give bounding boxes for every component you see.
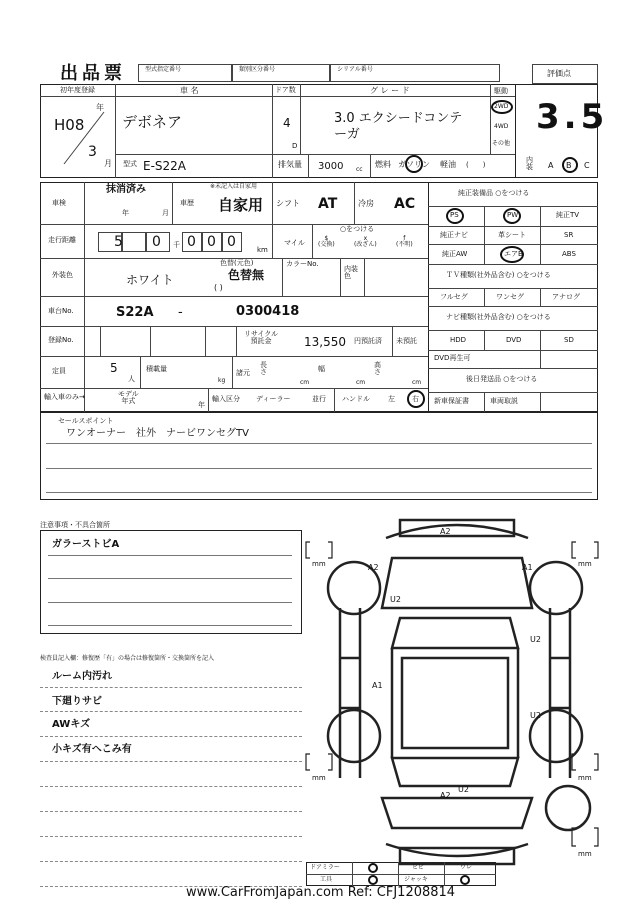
right-label: 右 [412, 395, 419, 403]
drive-other: その他 [492, 140, 511, 147]
navi-type-hdd: HDD [450, 336, 467, 344]
mark-u2-hood: U2 [390, 595, 401, 604]
mark-a2-front: A2 [440, 527, 451, 536]
type-cert-label: 型式指定番号 [145, 66, 182, 73]
mileage-digit: 0 [207, 234, 216, 250]
doors-suffix: D [292, 142, 298, 150]
recycle-value: 13,550 [304, 335, 346, 349]
mileage-digit: 0 [227, 234, 236, 250]
dims-height: 高さ [374, 361, 381, 376]
mm-label: mm [578, 850, 592, 858]
inspector-line: AWキズ [52, 719, 91, 730]
odo-option-unknown: f (不明) [396, 235, 413, 248]
interior-grade-circle [562, 157, 578, 173]
mark-a2-left: A2 [368, 563, 379, 572]
serial-label: シリアル番号 [337, 66, 373, 73]
navi-type-sd: SD [564, 336, 574, 344]
first-reg-label: 初年度登録 [60, 86, 95, 94]
left-label: 左 [388, 395, 395, 403]
fuel-gasoline: ガソリン [398, 160, 430, 169]
equip-ps-circle [446, 208, 464, 224]
mileage-thousand: 千 [173, 241, 180, 249]
interior-color-label: 内装色 [344, 265, 358, 280]
dims-height-unit: cm [412, 379, 422, 386]
chassis-prefix: S22A [116, 305, 154, 320]
mm-label: mm [312, 774, 326, 782]
equip-abs: ABS [562, 250, 576, 258]
inspection-label: 車検 [52, 199, 66, 207]
first-reg-era: H08 [54, 116, 85, 134]
legend-jack-circle [460, 875, 470, 885]
parallel-label: 並行 [312, 395, 326, 403]
sales-point-block [40, 412, 598, 500]
legend-crack: ヒビ [412, 864, 425, 871]
right-handle-circle [407, 390, 425, 408]
inspection-month: 月 [162, 209, 169, 217]
displacement-label: 排気量 [278, 160, 302, 169]
name-label: 車 名 [180, 86, 199, 95]
mile-label: マイル [284, 239, 305, 247]
usage-note: ※未記入は自家用 [210, 183, 258, 190]
mark-u2-right: U2 [530, 635, 541, 644]
fuel-label: 燃料 [375, 160, 391, 169]
grade-label: グ レ ー ド [370, 86, 410, 95]
ac-label: 冷房 [358, 199, 374, 208]
year-suffix: 年 [96, 103, 104, 112]
load-unit: kg [218, 377, 226, 384]
fuel-gasoline-circle [405, 155, 423, 173]
capacity-value: 5 [110, 361, 118, 375]
mm-label: mm [578, 560, 592, 568]
mileage-unit: km [257, 246, 268, 254]
caution-text: ガラーストビA [52, 539, 120, 550]
mm-label: mm [312, 560, 326, 568]
fuel-paren: ( ) [466, 161, 486, 169]
legend-tool: 工具 [320, 876, 333, 883]
odo-option-tampered: x (改ざん) [354, 235, 377, 248]
inspector-line: 下廻りサビ [52, 696, 102, 707]
model-label: 型式 [123, 160, 137, 168]
dims-label: 諸元 [236, 369, 250, 377]
date-slash [60, 110, 108, 166]
import-year-suffix: 年 [198, 401, 205, 409]
handle-label: ハンドル [342, 395, 370, 403]
interior-grade-a: A [548, 161, 554, 170]
after-manual: 車両取説 [490, 397, 518, 405]
equip-ps: PS [450, 211, 459, 219]
doors-label: ドア数 [275, 86, 296, 94]
shift-label: シフト [276, 199, 300, 208]
inspector-line: 小キズ有へこみ有 [52, 744, 132, 755]
doors-value: 4 [283, 116, 291, 130]
color-no-label: カラーNo. [286, 260, 319, 268]
capacity-unit: 人 [128, 375, 135, 383]
equip-leather: 革シート [498, 231, 526, 239]
dealer-label: ディーラー [256, 395, 291, 403]
navi-type-title: ナビ種類(社外品含む) ○をつける [446, 313, 551, 321]
tv-type-oneseg: ワンセグ [496, 293, 524, 301]
repaint-value: 色替無 [228, 268, 265, 282]
exterior-value: ホワイト [126, 273, 174, 287]
inspection-year: 年 [122, 209, 129, 217]
fuel-diesel: 軽油 [440, 160, 456, 169]
drive-4wd: 4WD [494, 123, 509, 130]
odo-option-exchange: $ (交換) [318, 235, 335, 248]
model-year-label: モデル 年式 [118, 390, 139, 405]
mileage-digit: 0 [187, 234, 196, 250]
displacement-unit: cc [356, 166, 363, 173]
dvd-playback: DVD再生可 [434, 354, 471, 362]
dims-width-unit: cm [356, 379, 366, 386]
page-title: 出品票 [60, 63, 126, 84]
dims-length: 長さ [260, 361, 267, 376]
equip-airbag: エアB [504, 250, 523, 258]
inspection-value: 抹消済み [106, 184, 146, 195]
month-value: 3 [88, 144, 97, 160]
inspector-label: 検査員記入欄：修復歴「有」の場合は修復箇所・交換箇所を記入 [40, 655, 215, 662]
equip-airbag-circle [500, 246, 524, 263]
legend-jack: ジャッキ [404, 876, 428, 883]
sales-point-label: セールスポイント [58, 417, 114, 425]
footer-watermark: www.CarFromJapan.com Ref: CFJ1208814 [186, 885, 456, 900]
equip-sr: SR [564, 231, 574, 239]
chassis-label: 車台No. [48, 307, 74, 315]
mark-a2-rear: A2 [440, 791, 451, 800]
mileage-digits [98, 232, 248, 252]
interior-label: 内装 [526, 156, 533, 171]
import-type-label: 輸入区分 [212, 395, 240, 403]
sales-point-text: ワンオーナー 社外 ナービワンセグTV [66, 428, 249, 439]
car-damage-diagram [300, 508, 600, 878]
category-label: 類別区分番号 [239, 66, 276, 73]
equip-navi: 純正ナビ [440, 231, 468, 239]
grade-line2: ーガ [334, 127, 360, 142]
inspector-line: ルーム内汚れ [52, 671, 112, 682]
tv-type-analog: アナログ [552, 293, 580, 301]
drive-2wd: 2WD [494, 103, 509, 110]
equip-aw: 純正AW [442, 250, 468, 258]
after-title: 後日発送品 ○をつける [466, 375, 538, 383]
tv-type-title: ＴＶ種類(社外品含む) ○をつける [446, 271, 551, 279]
legend-tool-circle [368, 875, 378, 885]
mark-a1-right: A1 [522, 563, 533, 572]
ac-value: AC [394, 196, 416, 212]
interior-grade-b: B [566, 161, 572, 170]
dims-length-unit: cm [300, 379, 310, 386]
repaint-paren: ( ) [214, 283, 223, 292]
recycle-unit: 円預託済 [354, 337, 382, 345]
reg-label: 登録No. [48, 336, 74, 344]
recycle-unpaid: 未預託 [396, 337, 417, 345]
mm-label: mm [578, 774, 592, 782]
month-suffix: 月 [104, 159, 112, 168]
load-label: 積載量 [146, 365, 167, 373]
name-value: デボネア [122, 113, 183, 131]
repaint-label: 色替(元色) [220, 259, 254, 267]
shift-value: AT [318, 196, 338, 212]
displacement-value: 3000 [318, 161, 344, 172]
dims-width: 幅 [318, 365, 325, 373]
equip-pw-circle [503, 208, 521, 224]
chassis-number: 0300418 [236, 304, 300, 319]
odo-note: ○をつける [340, 225, 375, 233]
equip-pw: PW [507, 211, 519, 219]
legend-door-mirror: ドアミラー [310, 864, 340, 871]
usage-label: 車歴 [180, 199, 194, 207]
after-warranty: 新車保証書 [434, 397, 469, 405]
equip-tv: 純正TV [556, 211, 580, 219]
mark-a1-left: A1 [372, 681, 383, 690]
navi-type-dvd: DVD [506, 336, 522, 344]
chassis-dash: - [178, 305, 183, 320]
usage-value: 自家用 [218, 196, 264, 214]
genuine-title: 純正装備品 ○をつける [458, 189, 530, 197]
mileage-digit: 0 [152, 234, 161, 250]
rating-value: 3.5 [536, 97, 609, 137]
import-label: 輸入車のみ→ [44, 393, 85, 401]
mark-u2-trunk: U2 [458, 785, 469, 794]
interior-grade-c: C [584, 161, 590, 170]
capacity-label: 定員 [52, 367, 66, 375]
grade-line1: 3.0 エクシードコンテ [334, 111, 463, 126]
mileage-label: 走行距離 [48, 236, 76, 244]
tv-type-fullseg: フルセグ [440, 293, 468, 301]
exterior-label: 外装色 [52, 271, 73, 279]
caution-label: 注意事項・不具合箇所 [40, 521, 110, 529]
model-value: E-S22A [143, 159, 187, 173]
drive-label: 駆動 [494, 87, 508, 95]
recycle-label: リサイクル 預託金 [244, 330, 279, 345]
rating-label: 評価点 [547, 69, 571, 78]
legend-mirror-circle [368, 863, 378, 873]
mileage-digit: 5 [114, 234, 123, 250]
mark-u2-rear: U2 [530, 711, 541, 720]
legend-break: ワレ [460, 864, 473, 871]
